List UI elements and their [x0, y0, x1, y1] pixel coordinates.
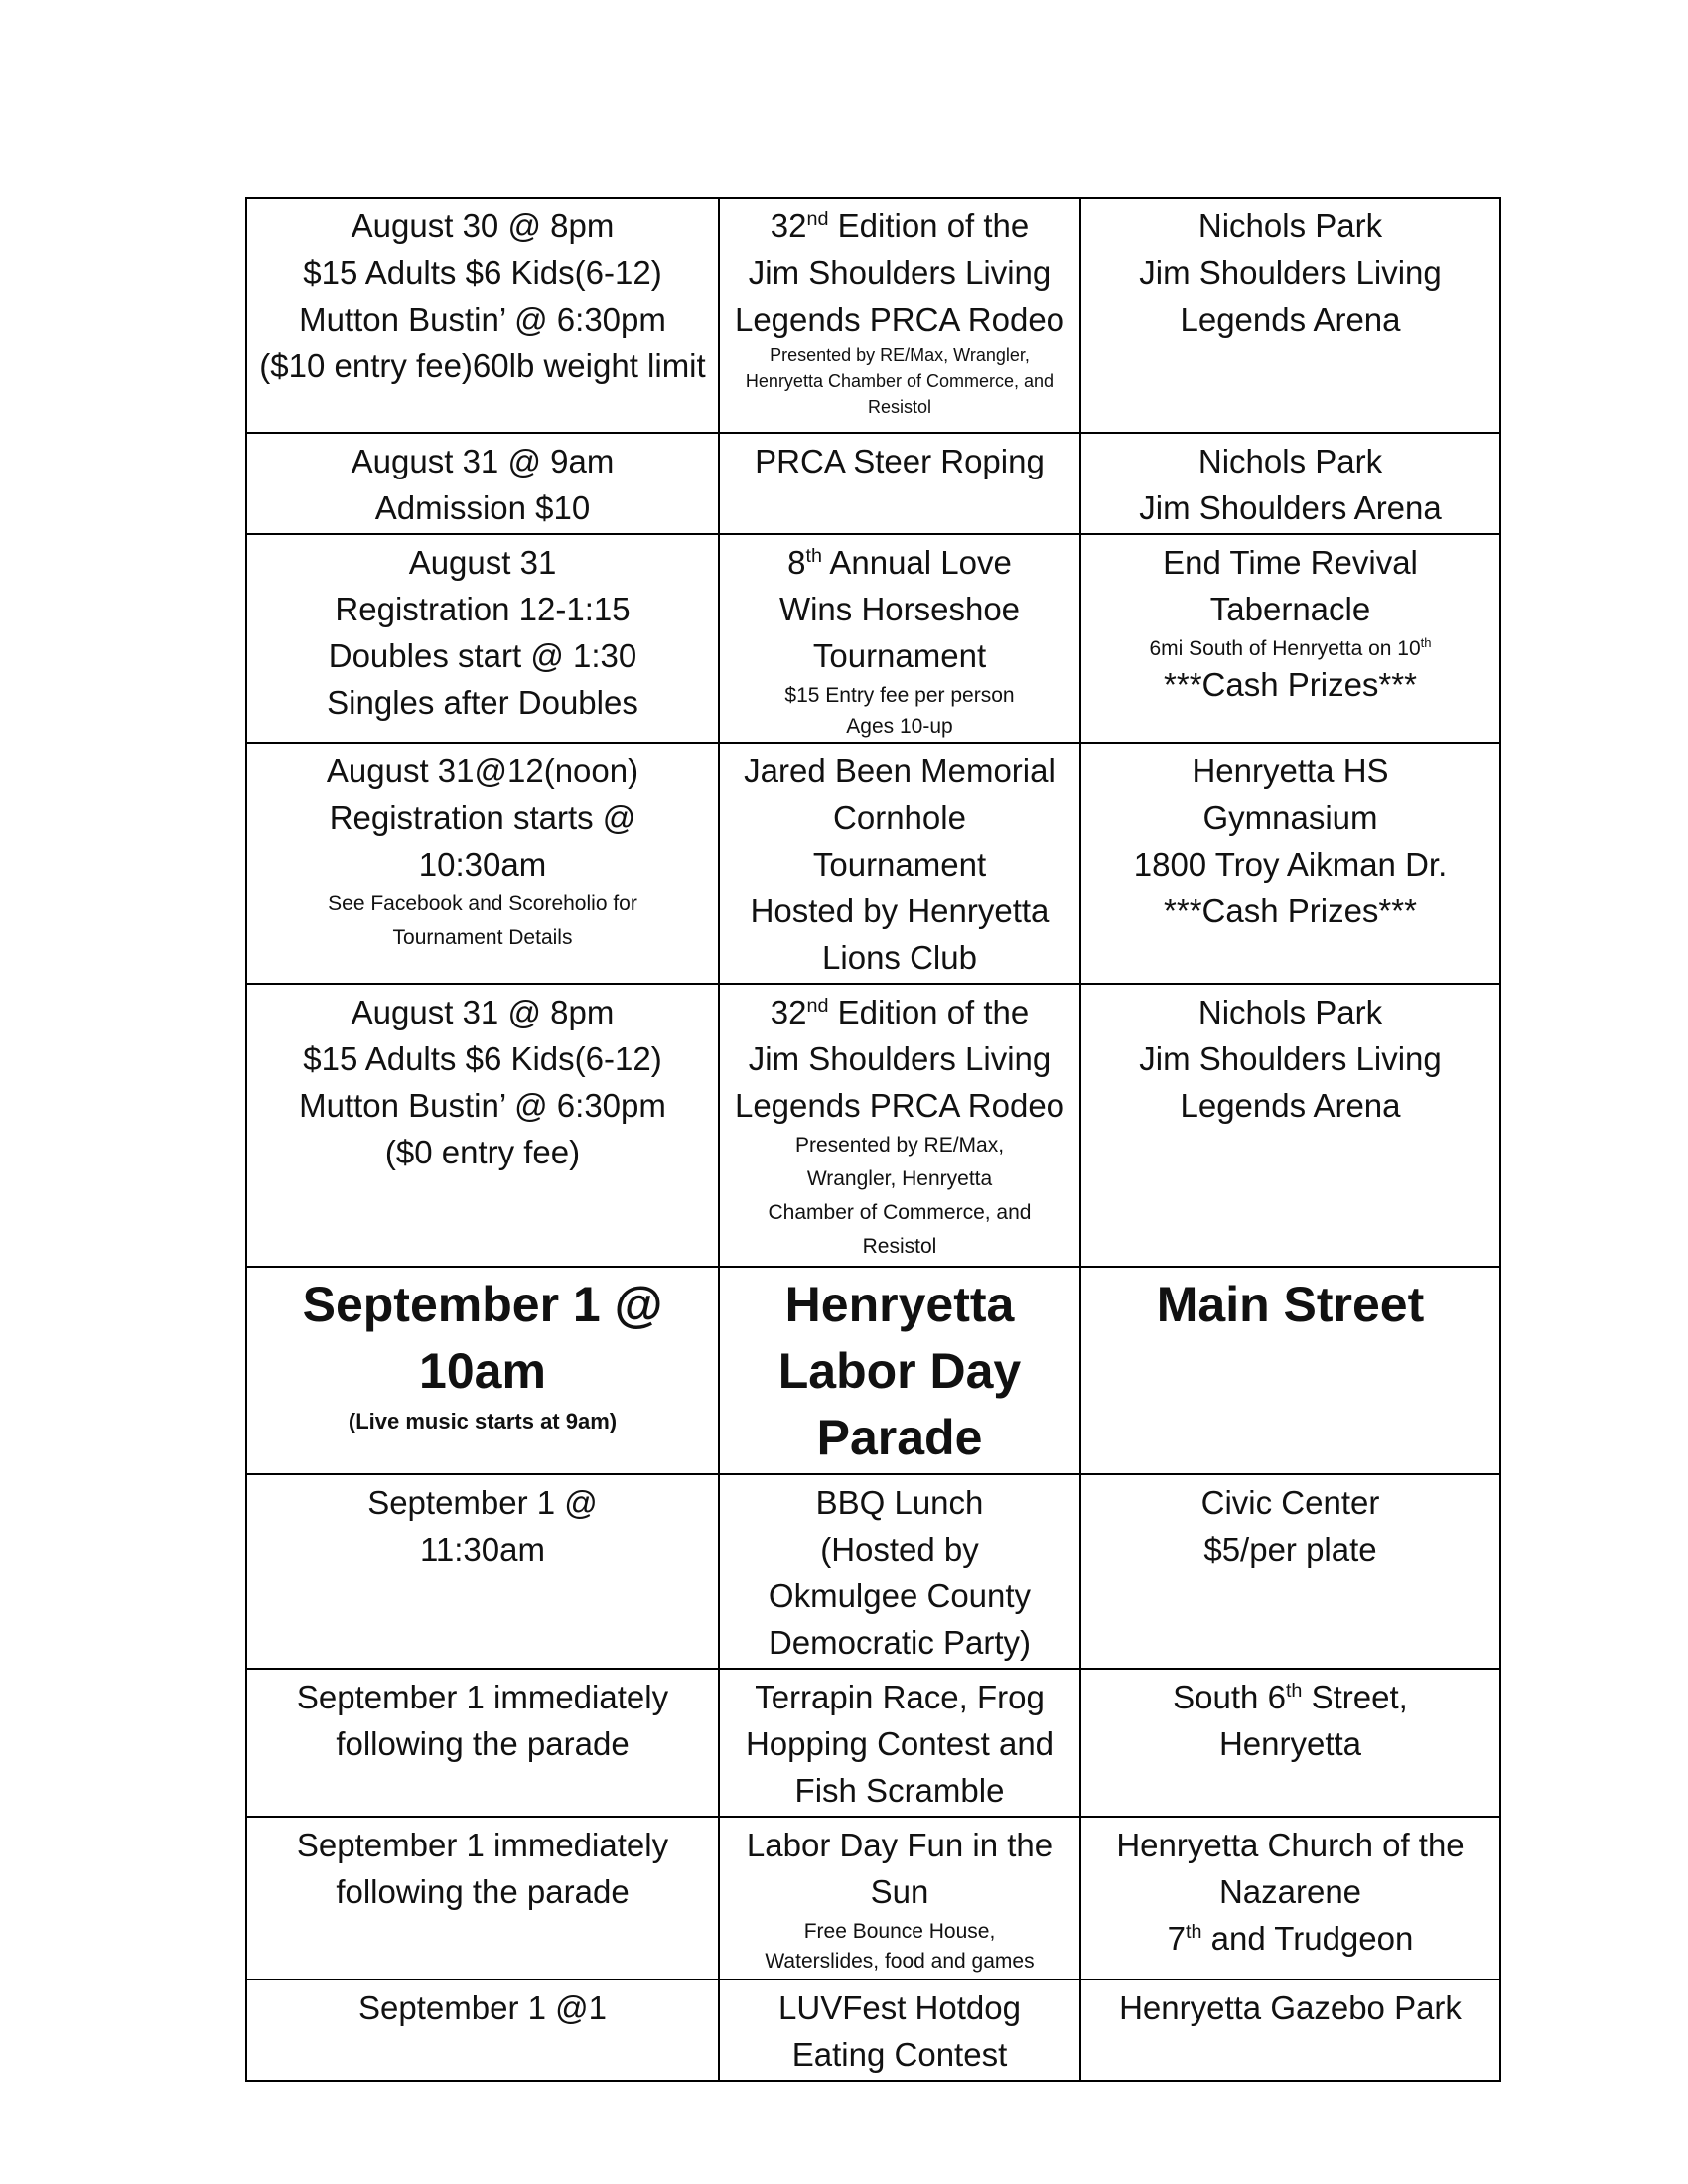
when-line: Doubles start @ 1:30	[328, 637, 637, 674]
when-line: Registration starts @	[329, 799, 636, 836]
event-note: Chamber of Commerce, and	[768, 1201, 1032, 1224]
when-line: 10am	[419, 1343, 546, 1399]
location-line: Nichols Park	[1197, 443, 1383, 479]
event-line: 32nd Edition of the	[770, 994, 1030, 1030]
event-line: Parade	[816, 1410, 983, 1465]
when-note: Tournament Details	[392, 926, 573, 949]
location-line: Legends Arena	[1180, 301, 1401, 338]
when-cell	[246, 1669, 719, 1817]
location-line: Henryetta Gazebo Park	[1119, 1989, 1462, 2026]
event-line: Jim Shoulders Living	[748, 1040, 1052, 1077]
event-line: (Hosted by	[820, 1531, 979, 1568]
when-line: September 1 @	[367, 1484, 598, 1521]
when-line: $15 Adults $6 Kids(6-12)	[303, 1040, 662, 1077]
location-line: Legends Arena	[1180, 1087, 1401, 1124]
location-cell	[1080, 534, 1500, 743]
location-line: Henryetta	[1218, 1725, 1362, 1762]
event-line: Eating Contest	[791, 2036, 1008, 2073]
event-note: Free Bounce House,	[803, 1920, 996, 1943]
when-line: August 31	[408, 544, 557, 581]
table-row	[246, 984, 1500, 1267]
table-row	[246, 1474, 1500, 1669]
event-line: Cornhole	[833, 799, 966, 836]
location-line: Henryetta Church of the	[1116, 1827, 1465, 1863]
table-row	[246, 1669, 1500, 1817]
location-line: Nichols Park	[1197, 994, 1383, 1030]
event-line: 8th Annual Love	[787, 544, 1012, 581]
location-cell	[1080, 1979, 1500, 2081]
event-schedule-table	[245, 197, 1501, 2082]
when-line: Mutton Bustin’ @ 6:30pm	[299, 301, 666, 338]
table-row	[246, 743, 1500, 984]
event-line: Tournament	[812, 846, 987, 883]
when-note: (Live music starts at 9am)	[348, 1409, 618, 1433]
location-line: Main Street	[1156, 1277, 1425, 1332]
event-line: Legends PRCA Rodeo	[734, 301, 1065, 338]
when-line: 10:30am	[418, 846, 547, 883]
when-line: August 31 @ 9am	[351, 443, 615, 479]
event-line: PRCA Steer Roping	[755, 443, 1045, 479]
when-line: August 30 @ 8pm	[351, 207, 615, 244]
table-row	[246, 534, 1500, 743]
event-line: Okmulgee County	[768, 1577, 1032, 1614]
event-note: Resistol	[862, 1235, 937, 1258]
event-cell	[719, 984, 1080, 1267]
table-row	[246, 433, 1500, 534]
location-line: 7th and Trudgeon	[1167, 1920, 1414, 1957]
location-line: South 6th Street,	[1173, 1679, 1408, 1715]
event-cell	[719, 1669, 1080, 1817]
location-line: ***Cash Prizes***	[1164, 892, 1417, 929]
when-cell	[246, 1267, 719, 1474]
location-line: Jim Shoulders Living	[1139, 1040, 1442, 1077]
location-line: Gymnasium	[1202, 799, 1378, 836]
event-line: Wins Horseshoe	[778, 591, 1021, 627]
when-line: $15 Adults $6 Kids(6-12)	[303, 254, 662, 291]
when-line: 11:30am	[420, 1531, 545, 1568]
location-line: End Time Revival	[1163, 544, 1418, 581]
event-note: Presented by RE/Max,	[794, 1134, 1005, 1157]
event-line: Legends PRCA Rodeo	[734, 1087, 1065, 1124]
when-line: Admission $10	[374, 489, 591, 526]
event-note: Wrangler, Henryetta	[806, 1167, 993, 1190]
location-line: $5/per plate	[1203, 1531, 1377, 1568]
location-cell	[1080, 433, 1500, 534]
when-line: September 1 @	[302, 1277, 663, 1332]
when-cell	[246, 1817, 719, 1979]
event-line: Labor Day Fun in the	[746, 1827, 1054, 1863]
when-line: Singles after Doubles	[327, 684, 638, 721]
event-cell	[719, 198, 1080, 433]
when-line: August 31 @ 8pm	[351, 994, 615, 1030]
event-line: Henryetta	[784, 1277, 1015, 1332]
when-cell	[246, 1474, 719, 1669]
when-line: following the parade	[336, 1725, 630, 1762]
when-cell	[246, 743, 719, 984]
event-line: Hosted by Henryetta	[750, 892, 1050, 929]
event-line: Tournament	[812, 637, 987, 674]
location-cell	[1080, 984, 1500, 1267]
location-line: 1800 Troy Aikman Dr.	[1133, 846, 1448, 883]
event-line: Sun	[870, 1873, 929, 1910]
event-note: Presented by RE/Max, Wrangler, Henryetta Chamber of Commerce, and Resistol	[745, 345, 1055, 417]
event-cell	[719, 433, 1080, 534]
when-line: Registration 12-1:15	[335, 591, 631, 627]
event-line: Fish Scramble	[794, 1772, 1005, 1809]
when-line: Mutton Bustin’ @ 6:30pm	[299, 1087, 666, 1124]
when-line: following the parade	[336, 1873, 630, 1910]
event-cell	[719, 743, 1080, 984]
event-cell	[719, 1267, 1080, 1474]
event-cell	[719, 534, 1080, 743]
when-cell	[246, 984, 719, 1267]
table-row	[246, 198, 1500, 433]
location-line: Tabernacle	[1209, 591, 1371, 627]
when-cell	[246, 433, 719, 534]
location-line: Nichols Park	[1197, 207, 1383, 244]
table-row	[246, 1979, 1500, 2081]
event-note: Ages 10-up	[846, 715, 953, 738]
event-cell	[719, 1817, 1080, 1979]
location-line: ***Cash Prizes***	[1164, 666, 1417, 703]
location-line: Nazarene	[1218, 1873, 1362, 1910]
location-cell	[1080, 1474, 1500, 1669]
table-row	[246, 1817, 1500, 1979]
event-cell	[719, 1474, 1080, 1669]
location-note: 6mi South of Henryetta on 10th	[1149, 635, 1432, 660]
table-row	[246, 1267, 1500, 1474]
location-cell	[1080, 743, 1500, 984]
when-note: See Facebook and Scoreholio for	[328, 892, 637, 915]
event-line: Hopping Contest and	[745, 1725, 1055, 1762]
location-cell	[1080, 198, 1500, 433]
location-cell	[1080, 1817, 1500, 1979]
when-line: August 31@12(noon)	[326, 752, 639, 789]
location-line: Civic Center	[1200, 1484, 1380, 1521]
when-line: September 1 immediately	[296, 1679, 669, 1715]
event-note: Waterslides, food and games	[765, 1950, 1035, 1973]
event-cell	[719, 1979, 1080, 2081]
event-line: Jim Shoulders Living	[748, 254, 1052, 291]
event-line: Democratic Party)	[768, 1624, 1032, 1661]
event-note: $15 Entry fee per person	[784, 684, 1015, 707]
event-line: Lions Club	[822, 939, 977, 976]
when-cell	[246, 1979, 719, 2081]
location-line: Jim Shoulders Living	[1139, 254, 1442, 291]
location-line: Henryetta HS	[1192, 752, 1389, 789]
location-cell	[1080, 1669, 1500, 1817]
event-line: BBQ Lunch	[815, 1484, 984, 1521]
event-line: LUVFest Hotdog	[778, 1989, 1021, 2026]
when-line: September 1 @1	[358, 1989, 607, 2026]
when-cell	[246, 534, 719, 743]
when-line: ($0 entry fee)	[384, 1134, 581, 1170]
when-line: ($10 entry fee)60lb weight limit	[259, 347, 706, 384]
when-cell	[246, 198, 719, 433]
event-line: Labor Day	[777, 1343, 1022, 1399]
event-line: 32nd Edition of the	[770, 207, 1030, 244]
location-line: Jim Shoulders Arena	[1139, 489, 1442, 526]
when-line: September 1 immediately	[296, 1827, 669, 1863]
location-cell	[1080, 1267, 1500, 1474]
event-line: Jared Been Memorial	[744, 752, 1055, 789]
event-line: Terrapin Race, Frog	[755, 1679, 1045, 1715]
